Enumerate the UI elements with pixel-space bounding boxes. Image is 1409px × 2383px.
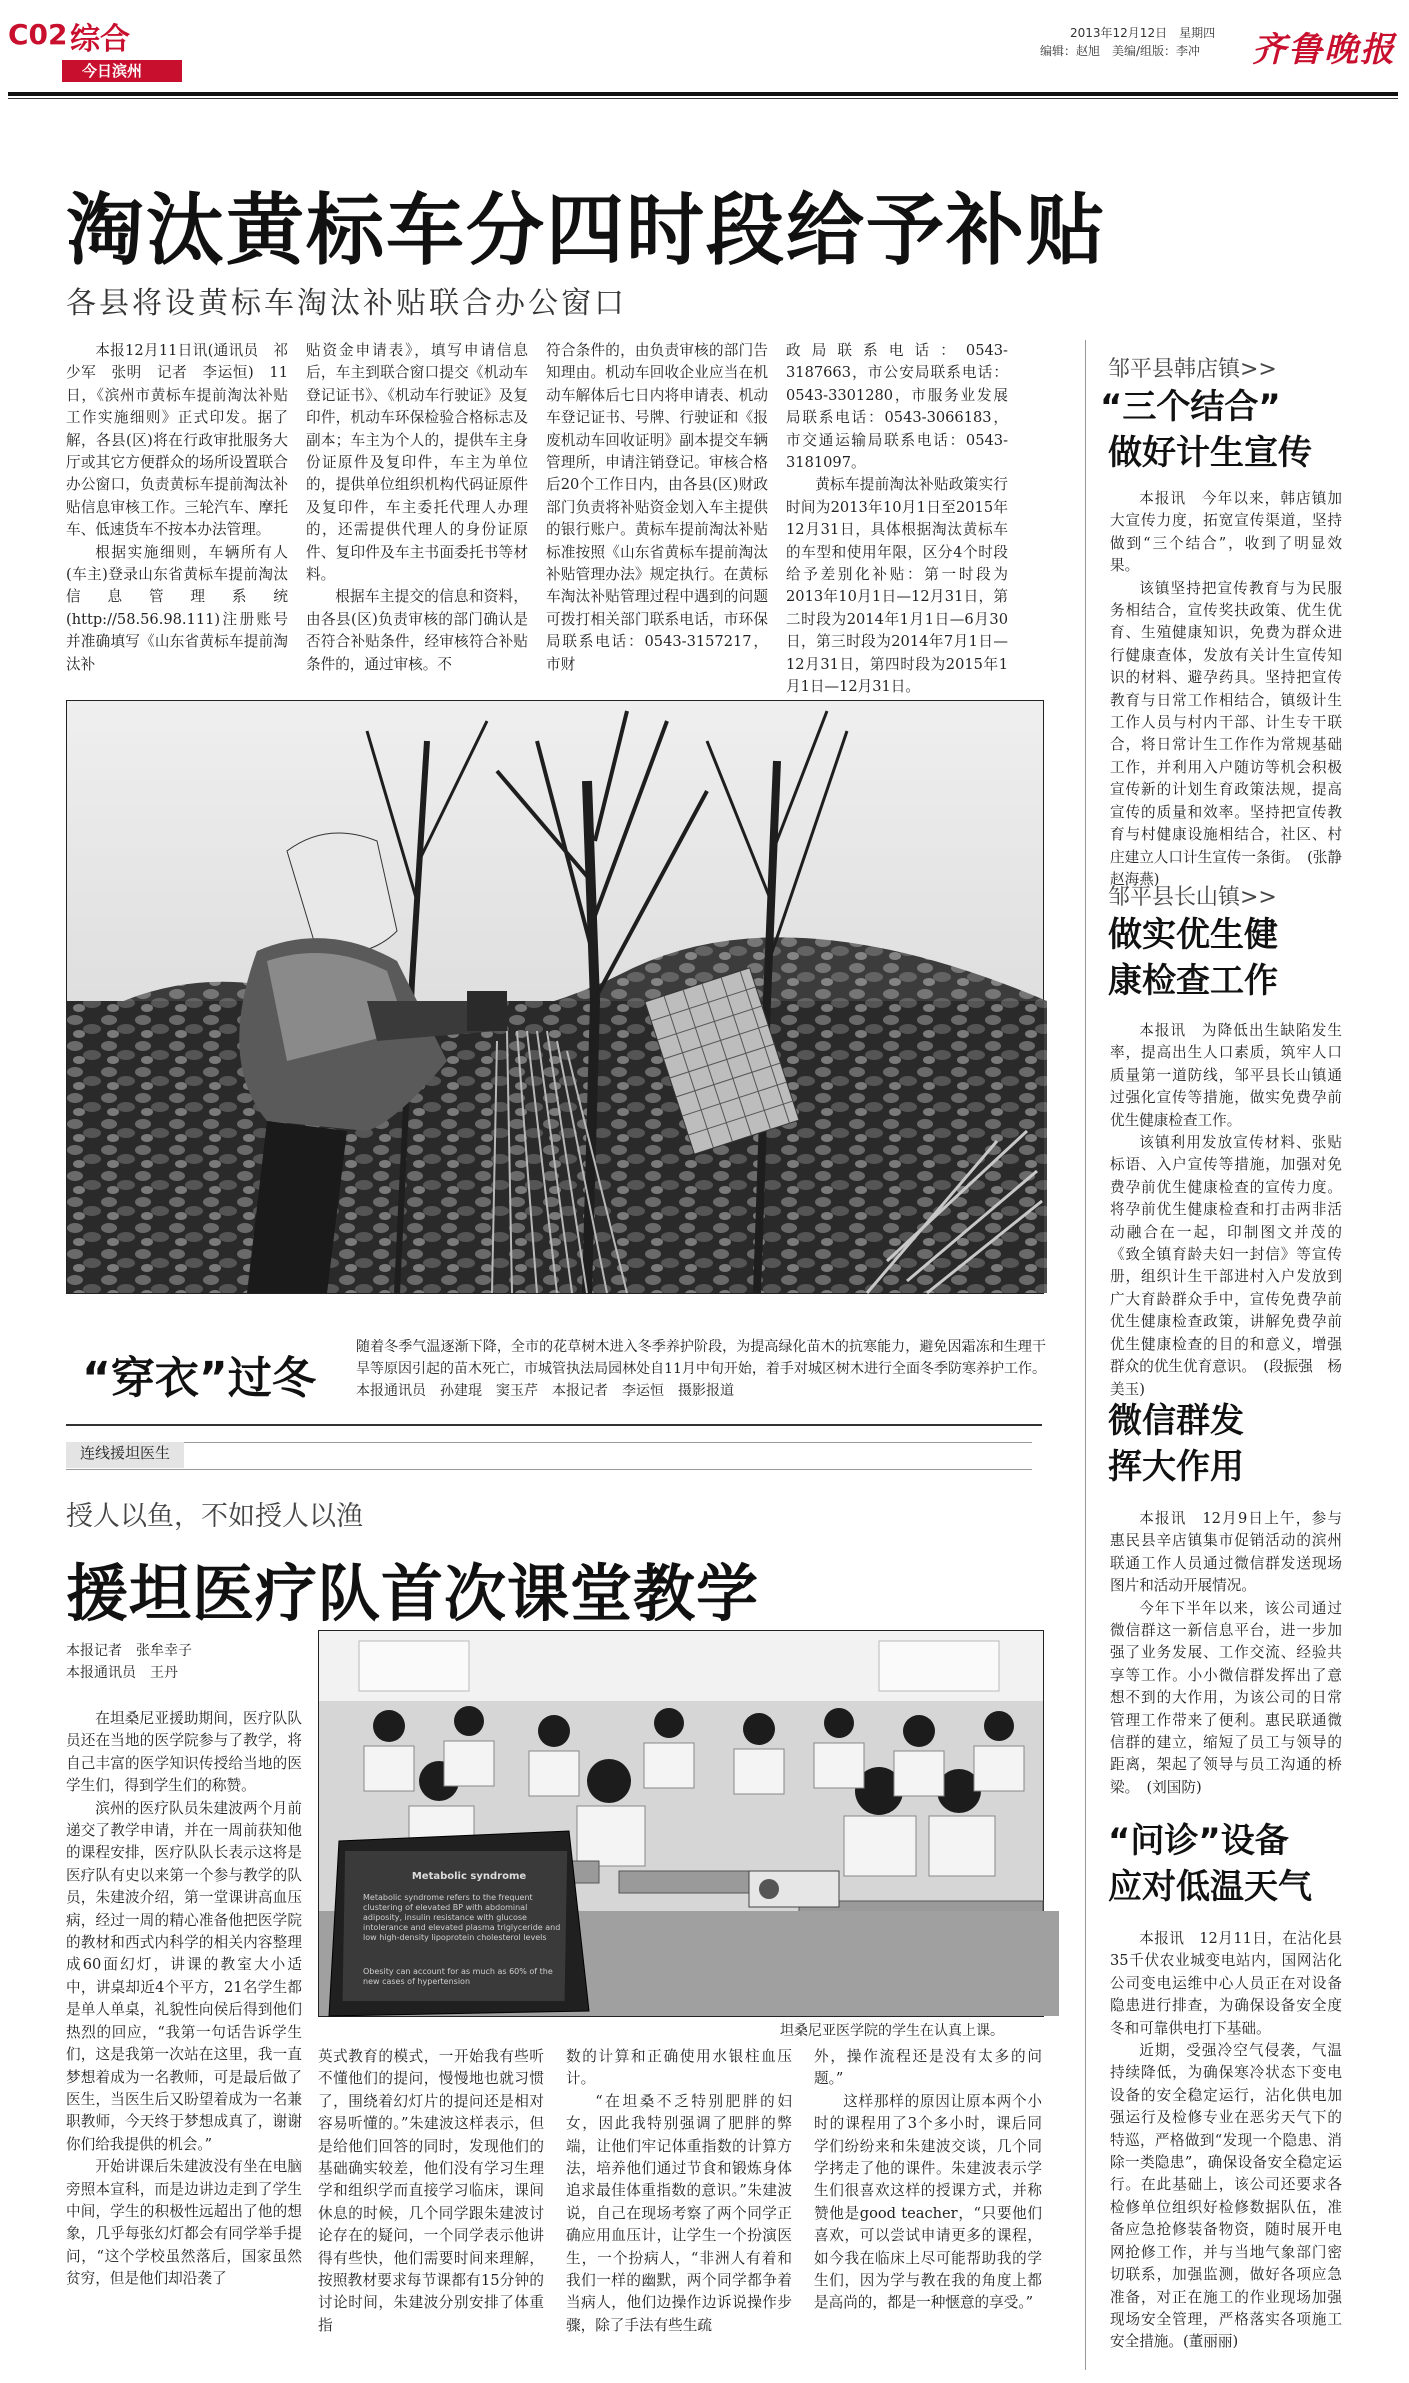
story2-kicker: 授人以鱼，不如授人以渔	[66, 1501, 363, 1532]
sidebar-1-title-line1: “三个结合”	[1100, 387, 1281, 427]
story2-col1-para: 在坦桑尼亚援助期间，医疗队队员还在当地的医学院参与了教学，将自己丰富的医学知识传授给当地的医学生们，得到学生们的称赞。	[66, 1710, 302, 1795]
sidebar-1-title-line2: 做好计生宣传	[1108, 433, 1312, 473]
sidebar-4-para: 近期，受强冷空气侵袭，气温持续降低，为确保寒冷状态下变电设备的安全稳定运行，沾化供电加强运行及检修专业在恶劣天气下的特巡，严格做到“发现一个隐患、消除一类隐患”，确保设备安全稳定运行。在此基础上，该公司还要求各检修单位组织好检修数据队伍，准备应急抢修装备物资，随时展开电网抢修工作，并与当地气象部门密切联系，加强监测，做好各项应急准备，对正在施工的作业现场加强现场安全管理，严格落实各项施工安全措施。(董丽丽)	[1110, 2042, 1342, 2351]
masthead-thin-rule	[8, 98, 1398, 99]
story2-column-4	[814, 2046, 1042, 2382]
story2-column-1	[66, 1708, 302, 2380]
sidebar-3-para: 本报讯 12月9日上午，参与惠民县辛店镇集市促销活动的滨州联通工作人员通过微信群发送现场图片和活动开展情况。	[1110, 1510, 1342, 1595]
lead-headline: 淘汰黄标车分四时段给予补贴	[66, 186, 1107, 276]
lead-col2-para: 根据车主提交的信息和资料，由各县(区)负责审核的部门确认是否符合补贴条件，经审核符合补贴条件的，通过审核。不	[306, 588, 528, 673]
sidebar-2-title-line1: 做实优生健	[1108, 915, 1278, 955]
sidebar-divider	[1085, 340, 1086, 2370]
sidebar-3-title-line1: 微信群发	[1108, 1401, 1244, 1441]
lead-col2-para: 贴资金申请表》，填写申请信息后，车主到联合窗口提交《机动车登记证书》、《机动车行驶证》及复印件，机动车环保检验合格标志及副本；车主为个人的，提供车主身份证原件及复印件，车主为单位的，提供单位组织机构代码证原件及复印件，车主委托代理人办理的，还需提供代理人的身份证原件、复印件及车主书面委托书等材料。	[306, 342, 528, 584]
story2-col3-para: “在坦桑不乏特别肥胖的妇女，因此我特别强调了肥胖的弊端，让他们牢记体重指数的计算方法，培养他们通过节食和锻炼身体追求最佳体重指数的意识。”朱建波说，自己在现场考察了两个同学正确应用血压计，让学生一个扮演医生，一个扮病人，“非洲人有着和我们一样的幽默，两个同学都争着当病人，他们边操作边诉说操作步骤，除了手法有些生疏	[566, 2092, 792, 2334]
sidebar-4-para: 本报讯 12月11日，在沾化县35千伏农业城变电站内，国网沾化公司变电运维中心人员正在对设备隐患进行排查，为确保设备安全度冬和可靠供电打下基础。	[1110, 1930, 1342, 2037]
story2-col3-para: 数的计算和正确使用水银柱血压计。	[566, 2048, 792, 2088]
classroom-photo-caption: 坦桑尼亚医学院的学生在认真上课。	[780, 2023, 1004, 2039]
lead-column-3	[546, 340, 768, 673]
classroom-photo-art	[319, 1631, 1043, 2016]
sidebar-3-body	[1110, 1508, 1342, 1798]
story2-col4-para: 这样那样的原因让原本两个小时的课程用了3个多小时，课后同学们纷纷来和朱建波交谈，几个同学拷走了他的课件。朱建波表示学生们很喜欢这样的授课方式，并称赞他是good teacher，“只要他们喜欢，可以尝试申请更多的课程，如今我在临床上尽可能帮助我的学生们，因为学与教在我的角度上都是高尚的，都是一种惬意的享受。”	[814, 2092, 1042, 2312]
sidebar-3-title-line2: 挥大作用	[1108, 1447, 1244, 1487]
lead-col1-para: 根据实施细则，车辆所有人(车主)登录山东省黄标车提前淘汰信息管理系统(http://58.56.98.111)注册账号并准确填写《山东省黄标车提前淘汰补	[66, 543, 288, 673]
story2-column-2	[318, 2046, 544, 2382]
lead-subhead: 各县将设黄标车淘汰补贴联合办公窗口	[66, 286, 627, 321]
slide-text-2: Obesity can account for as much as 60% of the new cases of hypertension	[363, 1967, 553, 1986]
story2-headline: 援坦医疗队首次课堂教学	[66, 1557, 760, 1630]
story2-col4-para: 外，操作流程还是没有太多的问题。”	[814, 2048, 1042, 2088]
sidebar-1-place: 邹平县韩店镇>>	[1108, 357, 1277, 382]
story2-col1-para: 滨州的医疗队员朱建波两个月前递交了教学申请，并在一周前获知他的课程安排，医疗队队长表示这将是医疗队有史以来第一个参与教学的队员，朱建波介绍，第一堂课讲高血压病，经过一周的精心准备他把医学院的教材和西式内科学的相关内容整理成60面幻灯，讲课的教室大小适中，讲桌却近4个平方，21名学生都是单人单桌，礼貌性向侯后得到他们热烈的回应，“我第一句话告诉学生们，这是我第一次站在这里，我一直梦想着成为一名教师，可是最后做了医生，当医生后又盼望着成为一名兼职教师，今天终于梦想成真了，谢谢你们给我提供的机会。”	[66, 1799, 302, 2153]
lead-column-1	[66, 340, 288, 673]
date-line: 2013年12月12日 星期四	[1070, 26, 1216, 40]
story2-tag-box	[66, 1442, 1032, 1470]
lead-col4-para: 黄标车提前淘汰补贴政策实行时间为2013年10月1日至2015年12月31日，具体根据淘汰黄标车的车型和使用年限，区分4个时段给予差别化补贴：第一时段为2013年10月1日—12月31日，第二时段为2014年1月1日—6月30日，第三时段为2014年7月1日—12月31日，第四时段为2015年1月1日—12月31日。	[786, 476, 1008, 696]
section-name: 综合	[70, 22, 130, 57]
sidebar-4-title-line2: 应对低温天气	[1108, 1867, 1312, 1907]
sidebar-2-para: 该镇利用发放宣传材料、张贴标语、入户宣传等措施，加强对免费孕前优生健康检查的宣传力度。将孕前优生健康检查和打击两非活动融合在一起，印制图文并茂的《致全镇育龄夫妇一封信》等宣传册，组织计生干部进村入户发放到广大育龄群众手中，宣传免费孕前优生健康检查政策，讲解免费孕前优生健康检查的目的和意义，增强群众的优生优育意识。 (段振强 杨美玉)	[1110, 1134, 1342, 1398]
story2-column-3	[566, 2046, 792, 2382]
subsection-name: 今日滨州	[82, 62, 143, 80]
tree-wrapping-photo	[66, 700, 1044, 1294]
lead-column-2	[306, 340, 528, 673]
section-separator	[66, 1424, 1042, 1426]
sidebar-1-para: 该镇坚持把宣传教育与为民服务相结合，宣传奖扶政策、优生优育、生殖健康知识，免费为群众进行健康查体，发放有关计生宣传知识的材料、避孕药具。坚持把宣传教育与日常工作相结合，镇级计生工作人员与村内干部、计生专干联合，将日常计生工作作为常规基础工作，并利用入户随访等机会积极宣传新的计划生育政策法规，提高宣传的质量和效率。坚持把宣传教育与村健康设施相结合，社区、村庄建立人口计生宣传一条街。 (张静 赵海燕)	[1110, 579, 1357, 888]
page-code: C02	[8, 18, 68, 51]
lead-col4-para: 政局联系电话：0543-3187663，市公安局联系电话：0543-3301280，市服务业发展局联系电话：0543-3066183，市交通运输局联系电话：0543-3181097。	[786, 342, 1008, 472]
sidebar-2-title-line2: 康检查工作	[1108, 961, 1278, 1001]
slide-title: Metabolic syndrome	[411, 1871, 527, 1882]
lead-column-4	[786, 340, 1008, 696]
story2-byline-1: 本报记者 张牟幸子	[66, 1643, 192, 1659]
lead-col1-para: 本报12月11日讯(通讯员 祁少军 张明 记者 李运恒) 11日，《滨州市黄标车提前淘汰补贴工作实施细则》正式印发。据了解，各县(区)将在行政审批服务大厅或其它方便群众的场所设置联合办公窗口，负责黄标车提前淘汰补贴信息审核工作。三轮汽车、摩托车、低速货车不按本办法管理。	[66, 342, 288, 539]
editors-line: 编辑：赵旭 美编/组版：李冲	[1040, 44, 1201, 58]
slide-text: Metabolic syndrome refers to the frequent clustering of elevated BP with abdominal adiposity, insulin resistance with glucose intolerance and elevated plasma triglyceride and low high-density lipoprotein cholesterol levels	[363, 1893, 561, 1942]
photo1-title: “穿衣”过冬	[82, 1353, 316, 1404]
tree-wrapping-photo-art	[67, 701, 1043, 1293]
story2-col1-para: 开始讲课后朱建波没有坐在电脑旁照本宣科，而是边讲边走到了学生中间，学生的积极性远超出了他的想象，几乎每张幻灯都会有同学举手提问，“这个学校虽然落后，国家虽然贫穷，但是他们却沿袭了	[66, 2158, 302, 2288]
classroom-photo	[318, 1630, 1044, 2017]
sidebar-3-para: 今年下半年以来，该公司通过微信群这一新信息平台，进一步加强了业务发展、工作交流、经验共享等工作。小小微信群发挥出了意想不到的大作用，为该公司的日常管理工作带来了便利。惠民联通微信群的建立，缩短了员工与领导的距离，架起了领导与员工沟通的桥梁。 (刘国防)	[1110, 1599, 1342, 1796]
story2-byline-2: 本报通讯员 王丹	[66, 1665, 178, 1681]
sidebar-2-place: 邹平县长山镇>>	[1108, 885, 1277, 910]
sidebar-4-body	[1110, 1928, 1342, 2380]
masthead-rule	[8, 92, 1398, 96]
sidebar-4-title-line1: “问诊”设备	[1108, 1821, 1289, 1861]
sidebar-2-body	[1110, 1020, 1342, 1398]
sidebar-1-para: 本报讯 今年以来，韩店镇加大宣传力度，拓宽宣传渠道，坚持做到“三个结合”，收到了明显效果。	[1110, 490, 1342, 575]
sidebar-2-para: 本报讯 为降低出生缺陷发生率，提高出生人口素质，筑牢人口质量第一道防线，邹平县长山镇通过强化宣传等措施，做实免费孕前优生健康检查工作。	[1110, 1022, 1342, 1129]
sidebar-1-body	[1110, 488, 1357, 898]
photo1-caption: 随着冬季气温逐渐下降，全市的花草树木进入冬季养护阶段，为提高绿化苗木的抗寒能力，避免因霜冻和生理干旱等原因引起的苗木死亡，市城管执法局园林处自11月中旬开始，着手对城区树木进行全面冬季防寒养护工作。本报通讯员 孙建琨 窦玉芹 本报记者 李运恒 摄影报道	[356, 1339, 1046, 1399]
paper-name-logo: 齐鲁晚报	[1252, 30, 1396, 70]
story2-col2-para: 英式教育的模式，一开始我有些听不懂他们的提问，慢慢地也就习惯了，围绕着幻灯片的提问还是相对容易听懂的。”朱建波这样表示，但是给他们回答的同时，发现他们的基础确实较差，他们没有学习生理学和组织学而直接学习临床，课间休息的时候，几个同学跟朱建波讨论存在的疑问，一个同学表示他讲得有些快，他们需要时间来理解，按照教材要求每节课都有15分钟的讨论时间，朱建波分别安排了体重指	[318, 2048, 544, 2334]
story2-tag: 连线援坦医生	[66, 1442, 184, 1468]
lead-col3-para: 符合条件的，由负责审核的部门告知理由。机动车回收企业应当在机动车解体后七日内将申请表、机动车登记证书、号牌、行驶证和《报废机动车回收证明》副本提交车辆管理所，申请注销登记。审核合格后20个工作日内，由各县(区)财政部门负责将补贴资金划入车主提供的银行账户。黄标车提前淘汰补贴标准按照《山东省黄标车提前淘汰补贴管理办法》规定执行。在黄标车淘汰补贴管理过程中遇到的问题可拨打相关部门联系电话，市环保局联系电话：0543-3157217，市财	[546, 342, 768, 673]
